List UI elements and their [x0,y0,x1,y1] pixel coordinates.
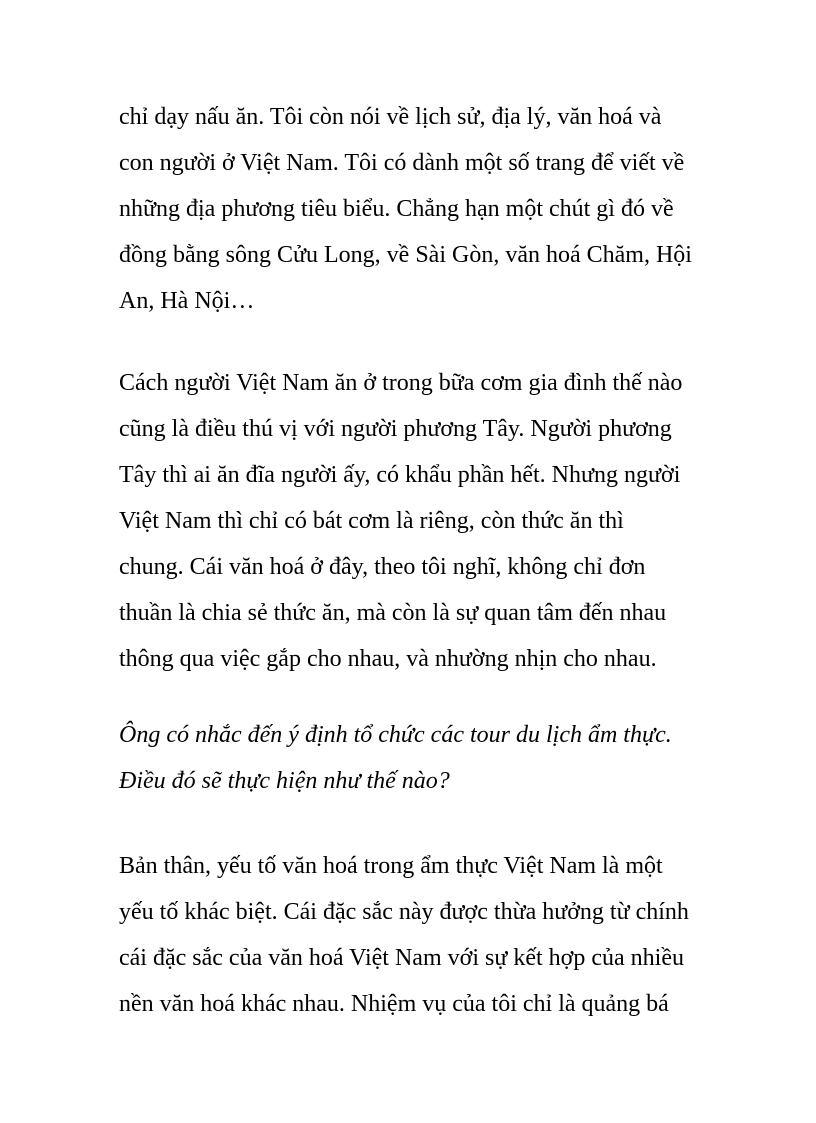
text-line: Tây thì ai ăn đĩa người ấy, có khẩu phần hết. Nhưng người [119,462,681,488]
text-line: đồng bằng sông Cửu Long, về Sài Gòn, văn hoá Chăm, Hội [119,242,692,268]
paragraph-4 [119,843,719,1027]
paragraph-1 [119,94,719,324]
interview-question [119,712,719,804]
text-line: Cách người Việt Nam ăn ở trong bữa cơm gia đình thế nào [119,370,683,396]
text-line: Bản thân, yếu tố văn hoá trong ẩm thực Việt Nam là một [119,853,663,879]
text-line: cái đặc sắc của văn hoá Việt Nam với sự kết hợp của nhiều [119,945,684,971]
text-line: chỉ dạy nấu ăn. Tôi còn nói về lịch sử, địa lý, văn hoá và [119,104,662,130]
text-line: chung. Cái văn hoá ở đây, theo tôi nghĩ, không chỉ đơn [119,554,646,580]
text-line: nền văn hoá khác nhau. Nhiệm vụ của tôi chỉ là quảng bá [119,991,669,1017]
text-line: thông qua việc gắp cho nhau, và nhường nhịn cho nhau. [119,646,657,672]
text-line: Ông có nhắc đến ý định tổ chức các tour du lịch ẩm thực. [119,722,672,748]
text-line: An, Hà Nội… [119,288,255,314]
text-line: Việt Nam thì chỉ có bát cơm là riêng, còn thức ăn thì [119,508,624,534]
text-line: những địa phương tiêu biểu. Chẳng hạn một chút gì đó về [119,196,674,222]
text-line: con người ở Việt Nam. Tôi có dành một số trang để viết về [119,150,685,176]
text-line: Điều đó sẽ thực hiện như thế nào? [119,768,450,794]
text-line: yếu tố khác biệt. Cái đặc sắc này được thừa hưởng từ chính [119,899,689,925]
paragraph-2 [119,360,719,682]
text-line: cũng là điều thú vị với người phương Tây. Người phương [119,416,672,442]
text-line: thuần là chia sẻ thức ăn, mà còn là sự quan tâm đến nhau [119,600,667,626]
